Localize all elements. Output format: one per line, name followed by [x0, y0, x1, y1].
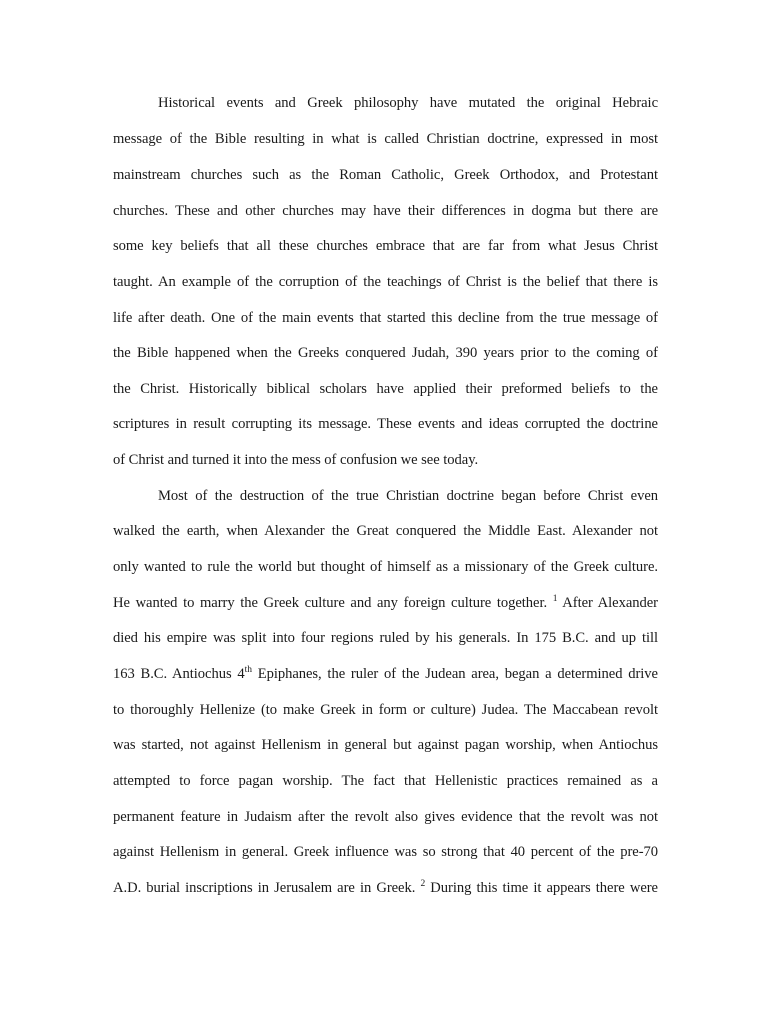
text-line: the Bible happened when the Greeks conquered Judah, 390 years prior to the coming of: [113, 345, 658, 361]
text-line: [113, 664, 658, 684]
text-line: walked the earth, when Alexander the Great conquered the Middle East. Alexander not: [113, 523, 658, 539]
text-segment: He wanted to marry the Greek culture and any foreign culture together.: [113, 595, 548, 611]
text-line: [113, 593, 658, 613]
text-line: died his empire was split into four regions ruled by his generals. In 175 B.C. and up till: [113, 630, 658, 646]
superscript-ordinal: th: [244, 665, 252, 675]
text-line: attempted to force pagan worship. The fact that Hellenistic practices remained as a: [113, 773, 658, 789]
text-line: Most of the destruction of the true Christian doctrine began before Christ even: [158, 488, 658, 504]
text-line: message of the Bible resulting in what is called Christian doctrine, expressed in most: [113, 131, 658, 147]
text-line: mainstream churches such as the Roman Catholic, Greek Orthodox, and Protestant: [113, 167, 658, 183]
text-segment: A.D. burial inscriptions in Jerusalem are in Greek.: [113, 880, 416, 896]
text-segment: During this time it appears there were: [430, 880, 658, 896]
text-line: Historical events and Greek philosophy have mutated the original Hebraic: [158, 95, 658, 111]
text-line: scriptures in result corrupting its message. These events and ideas corrupted the doctrine: [113, 416, 658, 432]
text-segment: Epiphanes, the ruler of the Judean area, began a determined drive: [257, 666, 658, 682]
text-line: taught. An example of the corruption of the teachings of Christ is the belief that there is: [113, 274, 658, 290]
text-line: the Christ. Historically biblical scholars have applied their preformed beliefs to the: [113, 381, 658, 397]
text-line: was started, not against Hellenism in general but against pagan worship, when Antiochus: [113, 737, 658, 753]
text-line: permanent feature in Judaism after the revolt also gives evidence that the revolt was not: [113, 809, 658, 825]
text-line: of Christ and turned it into the mess of confusion we see today.: [113, 452, 479, 468]
text-line: some key beliefs that all these churches embrace that are far from what Jesus Christ: [113, 238, 658, 254]
text-line: [113, 878, 658, 898]
text-line: life after death. One of the main events that started this decline from the true message of: [113, 310, 658, 326]
footnote-marker: 2: [420, 879, 426, 889]
text-line: against Hellenism in general. Greek influence was so strong that 40 percent of the pre-70: [113, 844, 658, 860]
text-line: only wanted to rule the world but thought of himself as a missionary of the Greek culture.: [113, 559, 658, 575]
text-line: to thoroughly Hellenize (to make Greek in form or culture) Judea. The Maccabean revolt: [113, 702, 658, 718]
text-line: churches. These and other churches may have their differences in dogma but there are: [113, 203, 658, 219]
text-segment: 163 B.C. Antiochus 4: [113, 666, 245, 682]
text-segment: After Alexander: [562, 595, 658, 611]
footnote-marker: 1: [552, 594, 558, 604]
